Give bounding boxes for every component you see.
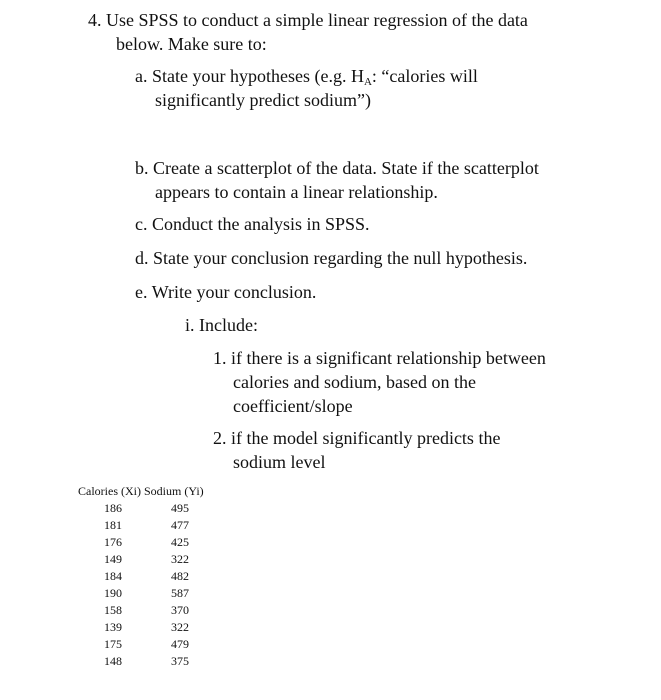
cell-sodium: 322 bbox=[171, 552, 189, 566]
table-row bbox=[78, 568, 204, 585]
table-row bbox=[78, 534, 204, 551]
cell-sodium: 477 bbox=[171, 518, 189, 532]
cell-calories: 186 bbox=[104, 501, 122, 515]
cell-calories: 190 bbox=[104, 586, 122, 600]
table-row bbox=[78, 517, 204, 534]
item-1-text: if there is a significant relationship between bbox=[231, 348, 546, 368]
cell-calories: 148 bbox=[104, 654, 122, 668]
item-d bbox=[135, 247, 527, 269]
item-a-line2: significantly predict sodium”) bbox=[155, 90, 371, 110]
item-b-line2: appears to contain a linear relationship. bbox=[155, 182, 438, 202]
item-a-text-before: State your hypotheses (e.g. H bbox=[152, 66, 364, 86]
cell-sodium: 495 bbox=[171, 501, 189, 515]
data-table bbox=[78, 483, 204, 670]
item-1-line2: calories and sodium, based on the bbox=[233, 372, 476, 392]
cell-sodium: 425 bbox=[171, 535, 189, 549]
cell-calories: 139 bbox=[104, 620, 122, 634]
header-calories: Calories (Xi) bbox=[78, 484, 141, 498]
item-2-line1 bbox=[213, 427, 500, 449]
question-number: 4. bbox=[88, 10, 102, 30]
item-e-text: Write your conclusion. bbox=[151, 282, 317, 302]
cell-calories: 158 bbox=[104, 603, 122, 617]
table-row bbox=[78, 602, 204, 619]
table-row bbox=[78, 636, 204, 653]
item-d-text: State your conclusion regarding the null hypothesis. bbox=[153, 248, 528, 268]
item-b-text: Create a scatterplot of the data. State if the scatterplot bbox=[153, 158, 539, 178]
cell-sodium: 370 bbox=[171, 603, 189, 617]
item-i-text: Include: bbox=[199, 315, 258, 335]
table-row bbox=[78, 619, 204, 636]
item-a-marker: a. bbox=[135, 66, 148, 86]
cell-sodium: 587 bbox=[171, 586, 189, 600]
table-row bbox=[78, 551, 204, 568]
item-e-marker: e. bbox=[135, 282, 148, 302]
item-c-text: Conduct the analysis in SPSS. bbox=[152, 214, 370, 234]
cell-sodium: 482 bbox=[171, 569, 189, 583]
question-intro-text: Use SPSS to conduct a simple linear regression of the data bbox=[106, 10, 528, 30]
item-d-marker: d. bbox=[135, 248, 149, 268]
cell-calories: 175 bbox=[104, 637, 122, 651]
question-intro-line2: below. Make sure to: bbox=[116, 34, 267, 54]
item-a-subscript: A bbox=[363, 76, 372, 88]
item-i-marker: i. bbox=[185, 315, 195, 335]
item-c bbox=[135, 213, 370, 235]
item-b-marker: b. bbox=[135, 158, 149, 178]
item-2-text: if the model significantly predicts the bbox=[231, 428, 501, 448]
cell-calories: 176 bbox=[104, 535, 122, 549]
question-intro-line1 bbox=[88, 9, 528, 31]
item-1-line3: coefficient/slope bbox=[233, 396, 353, 416]
item-a-line1 bbox=[135, 65, 478, 87]
cell-calories: 149 bbox=[104, 552, 122, 566]
item-2-marker: 2. bbox=[213, 428, 227, 448]
item-2-line2: sodium level bbox=[233, 452, 326, 472]
item-c-marker: c. bbox=[135, 214, 148, 234]
item-1-marker: 1. bbox=[213, 348, 227, 368]
item-e bbox=[135, 281, 316, 303]
item-1-line1 bbox=[213, 347, 546, 369]
item-i bbox=[185, 314, 258, 336]
table-row bbox=[78, 585, 204, 602]
cell-sodium: 479 bbox=[171, 637, 189, 651]
header-sodium: Sodium (Yi) bbox=[143, 484, 204, 498]
item-b-line1 bbox=[135, 157, 539, 179]
table-row bbox=[78, 653, 204, 670]
table-row bbox=[78, 500, 204, 517]
cell-sodium: 375 bbox=[171, 654, 189, 668]
table-header bbox=[78, 483, 204, 500]
cell-calories: 181 bbox=[104, 518, 122, 532]
cell-calories: 184 bbox=[104, 569, 122, 583]
cell-sodium: 322 bbox=[171, 620, 189, 634]
item-a-text-after: : “calories will bbox=[371, 66, 478, 86]
